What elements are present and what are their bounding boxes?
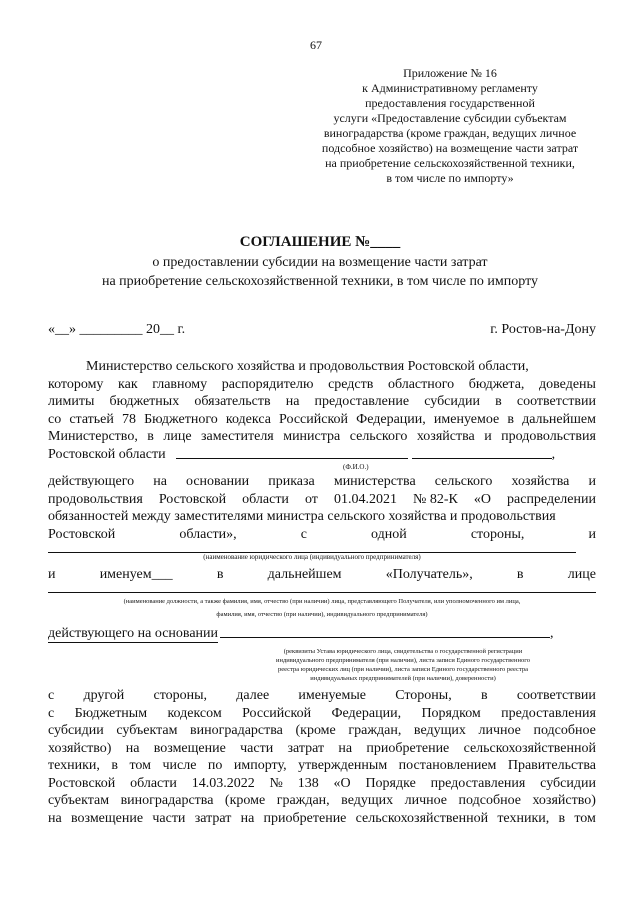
word: хозяйства [416,429,475,444]
word: министерства [333,474,416,489]
word: соответствии [516,394,596,409]
word: Министерство, [48,429,138,444]
word: импорту, [233,758,287,773]
word: Порядком [421,705,481,721]
word: субсидии [424,394,480,409]
word: 138 [297,775,319,791]
agreement-title: СОГЛАШЕНИЕ №____ [239,234,401,250]
word: утвержденным [298,758,388,773]
word: дальнейшем [522,411,596,427]
word: министра [283,429,341,444]
word: распорядителю [221,376,314,392]
text: Министерство сельского хозяйства и продовольствия Ростовской области, [86,359,529,374]
word: доведены [539,376,596,392]
appendix-header [300,66,600,186]
word: статьей [69,411,114,427]
word: стороны, [470,526,525,542]
word: Ростовской [48,526,116,542]
word: лице [567,567,596,582]
text: обязанностей между заместителями министра сельского хозяйства и продовольствия [48,509,556,524]
word: субъектам [48,793,110,808]
subtitle-line-2: на приобретение сельскохозяйственной техники, в том числе по импорту [101,274,539,289]
word: ведущих [413,723,466,738]
punct: , [551,446,556,462]
para1-line-9 [48,508,596,526]
appendix-line: на приобретение сельскохозяйственной техники, [325,156,575,170]
paragraph-ministry [48,358,596,543]
word: заместителя [201,429,274,444]
word: в [216,567,224,582]
word: на [338,740,353,756]
word: приобретение [366,740,450,756]
fio-caption: (Ф.И.О.) [343,463,369,471]
word: затрат [287,740,325,756]
word: Федерации, [356,411,426,427]
word: с [48,688,55,703]
word: обязательств [194,394,271,409]
word: в [111,758,119,773]
word: в [558,810,566,826]
word: с [48,705,55,721]
word: средств [328,376,374,392]
word: и [588,526,596,542]
para2-line-6 [48,775,596,793]
word: хозяйство) [532,793,596,808]
word: кодекса [225,411,271,427]
word: (кроме [224,793,266,808]
para2-line-5 [48,757,596,775]
word: Ростовской [158,491,227,507]
word: в [495,394,502,409]
word: Правительства [507,758,596,773]
word: основании [185,474,250,489]
para1-line-4 [48,411,596,429]
word: области [130,775,177,791]
word: субъектам [116,723,178,738]
para2-line-1 [48,687,596,705]
word: постановлением [398,758,497,773]
recipient-rep-blank [48,584,596,593]
page-number: 67 [310,38,322,52]
word: сельскохозяйственной [463,740,596,756]
word: от [304,491,318,507]
basis-label: действующего на основании [48,625,218,644]
word: и [48,567,56,582]
word: № 82-К [412,491,458,507]
word: сельского [434,474,493,489]
word: виноградарства [190,723,283,738]
subtitle-line-1: о предоставлении субсидии на возмещение части затрат [152,255,488,270]
word: граждан, [276,793,330,808]
word: виноградарства [120,793,214,808]
word: сельскохозяйственной [355,810,489,826]
word: другой [83,688,125,703]
word: личное [404,793,448,808]
para2-line-4 [48,740,596,758]
word: возмещение [153,740,226,756]
para2-line-3 [48,722,596,740]
word: 14.03.2022 [191,775,255,791]
word: кодексом [167,705,222,721]
word: главному [152,376,208,392]
word: техники, [497,810,550,826]
recipient-caption-2a: (наименование должности, а также фамилия, имя, отчество (при наличии) лица, представляющего Получателя, или уполномоченного им лица, [123,597,521,605]
word: граждан, [348,723,402,738]
word: действующего [48,474,135,489]
appendix-line: к Административному регламенту [362,81,538,95]
word: Ростовской [48,775,116,791]
word: на [153,474,167,489]
word: личное [478,723,521,738]
word: 78 [122,411,137,427]
word: ведущих [341,793,394,808]
word: с [300,526,307,542]
word: Федерации, [331,705,402,721]
word: стороны, [153,688,208,703]
paragraph-parties [48,687,596,827]
word: распределении [507,491,596,507]
word: субсидии [48,723,104,738]
word: как [118,376,138,392]
appendix-line: Приложение № 16 [403,66,497,80]
appendix-line: предоставления государственной [365,96,535,110]
word: Бюджетным [74,705,148,721]
para1-line-3 [48,393,596,411]
word: лице [163,429,192,444]
word: субсидии [540,775,596,791]
word: «О [333,775,351,791]
word: Российской [279,411,349,427]
recipient-line [48,566,596,584]
word: на [240,810,255,826]
word: подсобное [458,793,521,808]
word: Бюджетного [144,411,218,427]
word: сельского [349,429,408,444]
para2-line-7 [48,792,596,810]
word: и [588,474,596,489]
recipient-name-blank [48,540,576,553]
word: (кроме [295,723,336,738]
word: продовольствия [501,429,596,444]
basis-caption-line: индивидуального предпринимателя (при наличии), листа записи Единого государственного [276,657,530,664]
word: том [129,758,152,773]
word: Стороны, [395,688,452,703]
word: предоставления [430,775,526,791]
para1-line-7 [48,473,596,491]
word: в [516,567,524,582]
word: возмещение [70,810,144,826]
word: затрат [194,810,232,826]
agreement-subtitle [0,253,640,291]
word: далее [236,688,270,703]
word: со [48,411,62,427]
basis-caption-line: индивидуальных предпринимателей (при наличии), доверенности) [310,675,496,682]
word: «О [473,491,491,507]
basis-caption-line: (реквизиты Устава юридического лица, свидетельства о государственной регистрации [283,648,523,655]
word: № [269,775,283,791]
recipient-caption-1: (наименование юридического лица (индивидуального предпринимателя) [203,553,421,561]
word: том [574,810,596,826]
basis-caption-line: реестра юридических лиц (при наличии), листа записи Единого государственного реестра [278,666,528,673]
recipient-caption-2b: фамилия, имя, отчество (при наличии), индивидуального предпринимателя) [216,610,428,618]
para1-line-8 [48,491,596,509]
word: числе [162,758,197,773]
fio-blank-1 [176,446,408,459]
word: Российской [242,705,312,721]
agreement-date: «__» _________ 20__ г. [48,322,186,337]
date-place-line [48,322,596,338]
word: части [240,740,274,756]
para1-line-2 [48,376,596,394]
word: в [480,688,488,703]
para1-line-6 [48,446,596,464]
word: в [507,411,514,427]
word: именуемое [433,411,500,427]
para2-line-2 [48,705,596,723]
para2-line-8 [48,810,596,828]
word: области [242,491,289,507]
agreement-place: г. Ростов-на-Дону [490,322,596,337]
word: одной [371,526,407,542]
word: на [125,740,140,756]
word: «Получатель», [385,567,473,582]
word: именуемые [298,688,366,703]
word: техники, [48,758,100,773]
fio-caption-row [48,463,596,473]
word: подсобное [533,723,596,738]
word: бюджета, [468,376,525,392]
basis-line [48,625,596,644]
appendix-line: в том числе по импорту» [386,171,514,185]
appendix-line: услуги «Предоставление субсидии субъектам [333,111,567,125]
word: 01.04.2021 [333,491,397,507]
word: приказа [268,474,315,489]
word: приобретение [263,810,347,826]
word: лимиты [48,394,95,409]
fio-blank-2 [412,446,552,459]
word: на [285,394,300,409]
basis-blank [220,625,550,638]
word: которому [48,376,104,392]
word: области», [179,526,237,542]
word: областного [387,376,455,392]
para1-line-5 [48,428,596,446]
word: в [147,429,154,444]
word: хозяйства [511,474,570,489]
word: дальнейшем [267,567,342,582]
word: именуем___ [99,567,173,582]
recipient-block [48,540,596,683]
word: и [484,429,492,444]
word: Порядке [365,775,416,791]
word: продовольствия [48,491,143,507]
word: бюджетных [109,394,180,409]
word: хозяйство) [48,740,112,756]
word: соответствии [516,688,596,703]
word: предоставление [314,394,410,409]
appendix-line: подсобное хозяйство) на возмещение части затрат [321,141,579,155]
basis-caption [208,647,598,683]
para1-line-1 [48,358,596,376]
appendix-line: виноградарства (кроме граждан, ведущих личное [323,126,577,140]
word: на [48,810,62,826]
word: предоставления [501,705,596,721]
word: по [207,758,223,773]
punct: , [550,625,554,641]
word: части [152,810,186,826]
text: Ростовской области [48,446,166,462]
